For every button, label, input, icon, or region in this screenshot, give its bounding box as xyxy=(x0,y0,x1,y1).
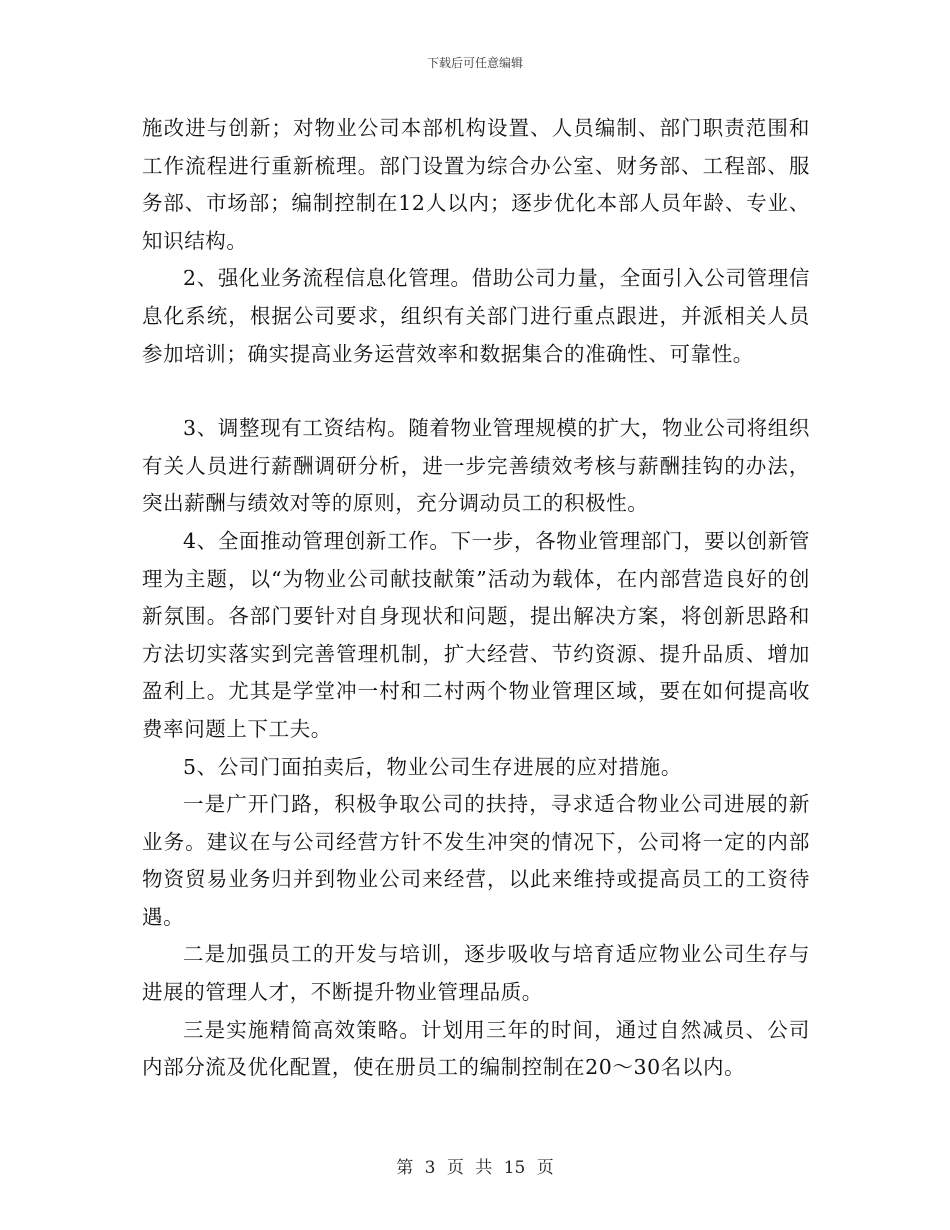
paragraph-item-2: 2、强化业务流程信息化管理。借助公司力量，全面引入公司管理信息化系统，根据公司要求，组织有关部门进行重点跟进，并派相关人员参加培训；确实提高业务运营效率和数据集合的准确性、可靠性。 xyxy=(142,266,810,366)
page-number-footer: 第 3 页 共 15 页 xyxy=(396,1158,554,1178)
paragraph-item-4: 4、全面推动管理创新工作。下一步，各物业管理部门，要以创新管理为主题，以“为物业公司献技献策”活动为载体，在内部营造良好的创新氛围。各部门要针对自身现状和问题，提出解决方案，将创新思路和方法切实落实到完善管理机制，扩大经营、节约资源、提升品质、增加盈利上。尤其是学堂冲一村和二村两个物业管理区域，要在如何提高收费率问题上下工夫。 xyxy=(142,528,810,741)
body-text xyxy=(142,110,810,1087)
paragraph-item-3: 3、调整现有工资结构。随着物业管理规模的扩大，物业公司将组织有关人员进行薪酬调研分析，进一步完善绩效考核与薪酬挂钩的办法，突出薪酬与绩效对等的原则，充分调动员工的积极性。 xyxy=(142,416,810,516)
paragraph-continuation: 施改进与创新；对物业公司本部机构设置、人员编制、部门职责范围和工作流程进行重新梳理。部门设置为综合办公室、财务部、工程部、服务部、市场部；编制控制在12人以内；逐步优化本部人员年龄、专业、知识结构。 xyxy=(142,116,810,253)
paragraph-measure-2: 二是加强员工的开发与培训，逐步吸收与培育适应物业公司生存与进展的管理人才，不断提升物业管理品质。 xyxy=(142,942,810,1005)
paragraph-item-5: 5、公司门面拍卖后，物业公司生存进展的应对措施。 xyxy=(183,754,682,779)
paragraph-measure-1: 一是广开门路，积极争取公司的扶持，寻求适合物业公司进展的新业务。建议在与公司经营方针不发生冲突的情况下，公司将一定的内部物资贸易业务归并到物业公司来经营，以此来维持或提高员工的工资待遇。 xyxy=(142,792,810,929)
paragraph-measure-3: 三是实施精简高效策略。计划用三年的时间，通过自然减员、公司内部分流及优化配置，使在册员工的编制控制在20～30名以内。 xyxy=(142,1017,810,1080)
header-note: 下载后可任意编辑 xyxy=(426,56,523,70)
